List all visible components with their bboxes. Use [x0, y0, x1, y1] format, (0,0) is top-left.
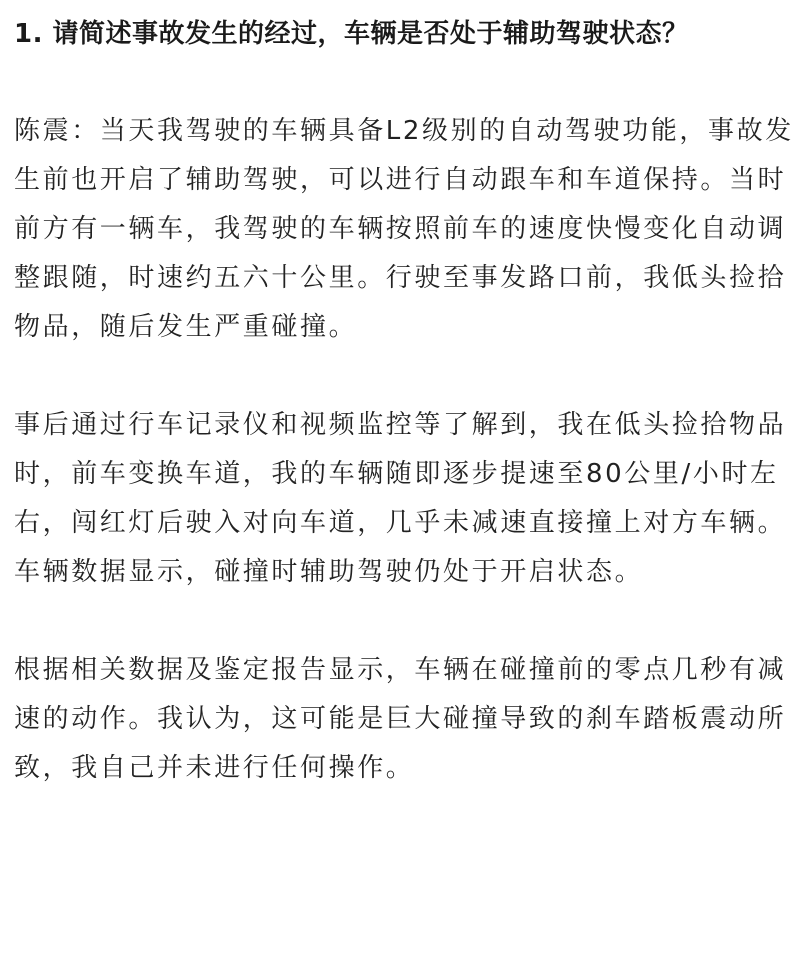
answer-paragraph-3: 根据相关数据及鉴定报告显示，车辆在碰撞前的零点几秒有减速的动作。我认为，这可能是巨大碰撞导致的刹车踏板震动所致，我自己并未进行任何操作。: [14, 655, 787, 783]
question-heading: 1. 请简述事故发生的经过，车辆是否处于辅助驾驶状态？: [14, 19, 689, 49]
answer-paragraph-2: 事后通过行车记录仪和视频监控等了解到，我在低头捡拾物品时，前车变换车道，我的车辆随即逐步提速至80公里/小时左右，闯红灯后驶入对向车道，几乎未减速直接撞上对方车辆。车辆数据显示，碰撞时辅助驾驶仍处于开启状态。: [14, 410, 787, 587]
watermark-overlay: [322, 932, 492, 958]
answer-paragraph-1: 陈震：当天我驾驶的车辆具备L2级别的自动驾驶功能，事故发生前也开启了辅助驾驶，可以进行自动跟车和车道保持。当时前方有一辆车，我驾驶的车辆按照前车的速度快慢变化自动调整跟随，时速约五六十公里。行驶至事发路口前，我低头捡拾物品，随后发生严重碰撞。: [14, 116, 794, 342]
